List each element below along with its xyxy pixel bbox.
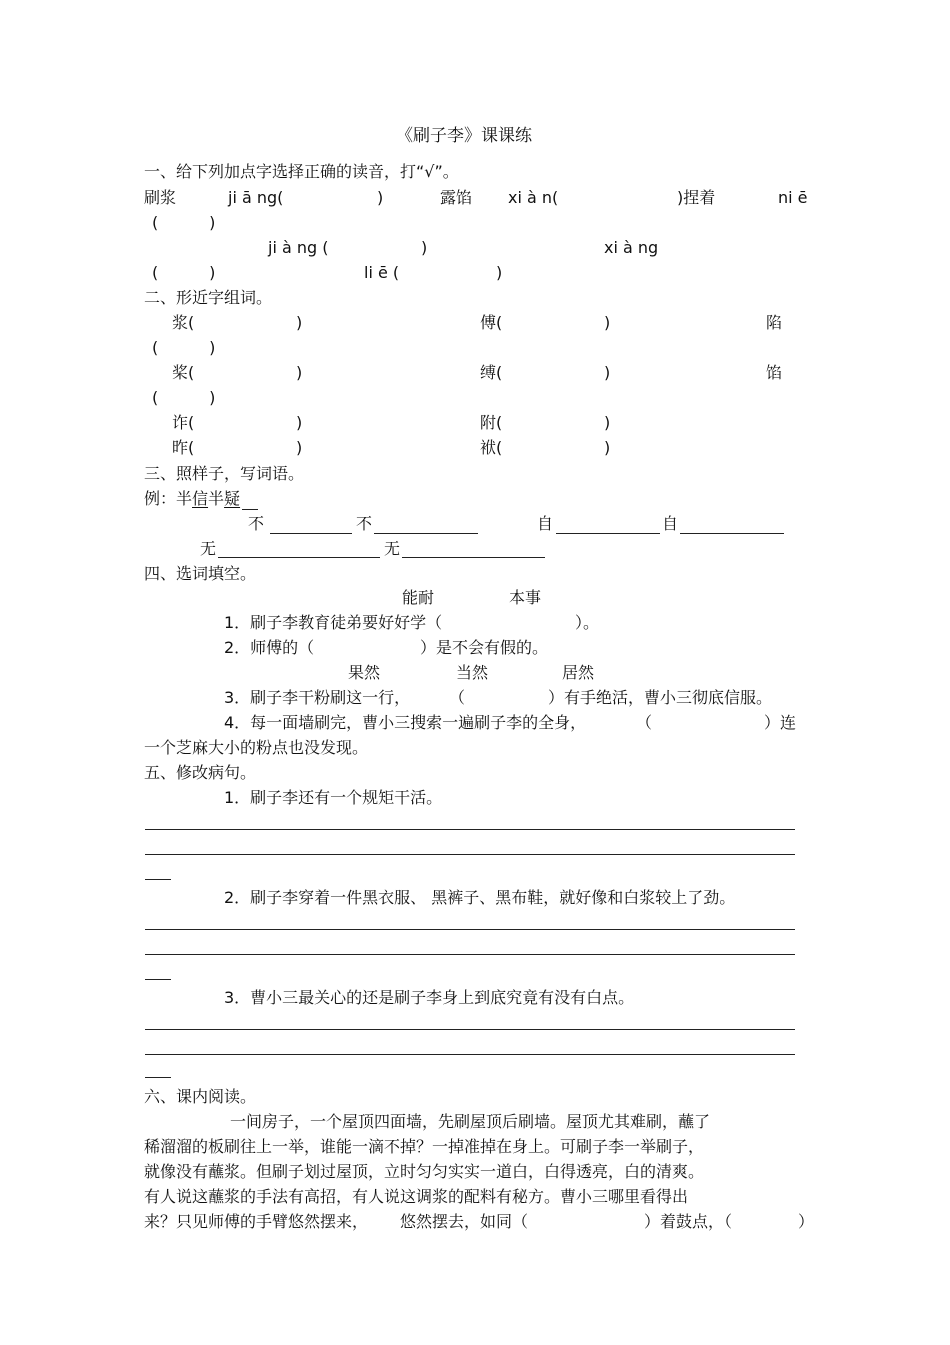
- blank-line[interactable]: [270, 533, 352, 534]
- section-2-heading: 二、形近字组词。: [144, 288, 273, 307]
- word-option: 本事: [509, 588, 542, 607]
- pinyin-option: ni ē: [778, 188, 808, 207]
- char-group: 缚(: [480, 363, 503, 382]
- char-group: 馅: [766, 363, 783, 382]
- prefix-char: 不: [356, 514, 373, 533]
- example-mid-char: 半: [208, 489, 225, 508]
- blank-line[interactable]: [402, 557, 545, 558]
- question-3: 3．刷子李干粉刷这一行，: [224, 688, 411, 707]
- paren-close: ): [604, 313, 611, 332]
- blank-line[interactable]: [556, 533, 660, 534]
- sentence-item: 1．刷子李还有一个规矩干活。: [224, 788, 443, 807]
- reading-line: 稀溜溜的板刷往上一举，谁能一滴不掉？一掉准掉在身上。可刷子李一举刷子，: [144, 1137, 705, 1156]
- answer-paren: ( ): [152, 263, 216, 282]
- question-1: 1．刷子李教育徒弟要好好学（: [224, 613, 443, 632]
- answer-paren: ( ): [152, 338, 216, 357]
- word-option: 果然: [348, 663, 381, 682]
- char-group: 袱(: [480, 438, 503, 457]
- question-3-end: ）有手绝活，曹小三彻底信服。: [548, 688, 773, 707]
- word-option: 能耐: [402, 588, 435, 607]
- question-4: 4．每一面墙刷完，曹小三搜索一遍刷子李的全身，: [224, 713, 587, 732]
- char-group: 桨(: [172, 363, 195, 382]
- reading-line-blank-end: ）: [798, 1212, 815, 1231]
- example-label: 例：半: [144, 489, 193, 508]
- sentence-item: 3．曹小三最关心的还是刷子李身上到底究竟有没有白点。: [224, 988, 635, 1007]
- paren-close: ): [604, 438, 611, 457]
- reading-line: 就像没有蘸浆。但刷子划过屋顶，立时匀匀实实一道白，白得透亮，白的清爽。: [144, 1162, 705, 1181]
- prefix-char: 不: [248, 514, 265, 533]
- answer-line[interactable]: [145, 1029, 795, 1030]
- question-4-continued: 一个芝麻大小的粉点也没发现。: [144, 738, 369, 757]
- reading-line: 来？只见师傅的手臂悠然摆来，: [144, 1212, 369, 1231]
- reading-line-blank-b: ）着鼓点，（: [644, 1212, 733, 1231]
- paren-close: ): [604, 413, 611, 432]
- question-4-end: ）连: [764, 713, 797, 732]
- char-group: 浆(: [172, 313, 195, 332]
- pinyin-option: ji à ng (: [268, 238, 329, 257]
- blank-line[interactable]: [680, 533, 784, 534]
- paren-close: ): [296, 313, 303, 332]
- char-group: 诈(: [172, 413, 195, 432]
- prefix-char: 自: [662, 514, 679, 533]
- example-line: [144, 489, 240, 509]
- paren-close: ): [496, 263, 503, 282]
- example-underlined-char: 疑: [224, 489, 241, 508]
- section-5-heading: 五、修改病句。: [144, 763, 257, 782]
- paren-close: ): [296, 438, 303, 457]
- answer-line-end[interactable]: [145, 1077, 171, 1078]
- pinyin-option: xi à n(: [508, 188, 559, 207]
- section-6-heading: 六、课内阅读。: [144, 1087, 257, 1106]
- answer-line[interactable]: [145, 954, 795, 955]
- question-2: 2．师傅的（: [224, 638, 315, 657]
- example-blank-line: [242, 509, 258, 510]
- question-4-paren: （: [636, 713, 653, 732]
- page-title: 《刷子李》课课练: [396, 126, 532, 146]
- prefix-char: 无: [384, 539, 401, 558]
- question-3-paren: （: [449, 688, 466, 707]
- sentence-item: 2．刷子李穿着一件黑衣服、 黑裤子、黑布鞋，就好像和白浆较上了劲。: [224, 888, 736, 907]
- answer-line[interactable]: [145, 829, 795, 830]
- char-group: 陷: [766, 313, 783, 332]
- char-group: 傅(: [480, 313, 503, 332]
- pinyin-option: ji ā ng(: [228, 188, 284, 207]
- answer-line[interactable]: [145, 1054, 795, 1055]
- example-underlined-char: 信: [192, 489, 209, 508]
- paren-close: ): [296, 413, 303, 432]
- prefix-char: 无: [200, 539, 217, 558]
- paren-close: ): [421, 238, 428, 257]
- char-group: 附(: [480, 413, 503, 432]
- answer-line[interactable]: [145, 854, 795, 855]
- answer-line-end[interactable]: [145, 979, 171, 980]
- pinyin-option: li ē (: [364, 263, 400, 282]
- answer-paren: ( ): [152, 388, 216, 407]
- word-shuajiang: 刷浆: [144, 188, 177, 207]
- prefix-char: 自: [537, 514, 554, 533]
- word-luxian: 露馅: [440, 188, 473, 207]
- paren-close: ): [377, 188, 384, 207]
- blank-line[interactable]: [374, 533, 478, 534]
- reading-line: 一间房子，一个屋顶四面墙，先刷屋顶后刷墙。屋顶尤其难刷，蘸了: [230, 1112, 711, 1131]
- reading-line-blank-a: 悠然摆去，如同（: [400, 1212, 529, 1231]
- question-2-end: ）是不会有假的。: [420, 638, 549, 657]
- section-4-heading: 四、选词填空。: [144, 564, 257, 583]
- answer-line[interactable]: [145, 929, 795, 930]
- section-1-heading: 一、给下列加点字选择正确的读音，打“√”。: [144, 162, 459, 181]
- answer-line-end[interactable]: [145, 879, 171, 880]
- word-option: 居然: [562, 663, 595, 682]
- char-group: 昨(: [172, 438, 195, 457]
- section-3-heading: 三、照样子，写词语。: [144, 464, 305, 483]
- pinyin-option: xi à ng: [604, 238, 659, 257]
- question-1-end: ）。: [575, 613, 600, 632]
- blank-line[interactable]: [218, 557, 380, 558]
- word-option: 当然: [456, 663, 489, 682]
- paren-close: ): [604, 363, 611, 382]
- reading-line: 有人说这蘸浆的手法有高招，有人说这调浆的配料有秘方。曹小三哪里看得出: [144, 1187, 689, 1206]
- answer-paren: ( ): [152, 213, 216, 232]
- paren-close-nie: )捏着: [677, 188, 716, 207]
- paren-close: ): [296, 363, 303, 382]
